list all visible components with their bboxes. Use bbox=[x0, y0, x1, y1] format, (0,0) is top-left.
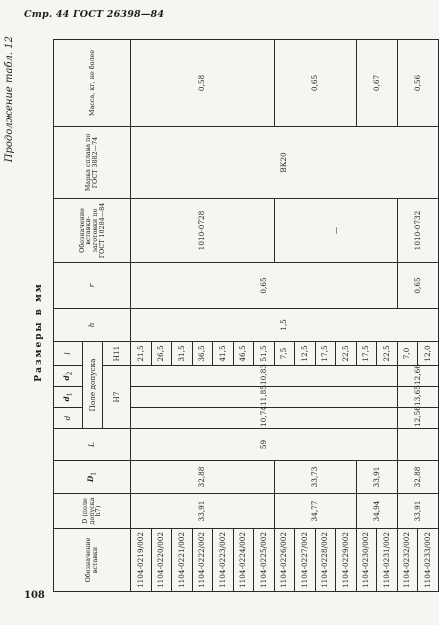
r-cell: 0,65 bbox=[397, 263, 438, 309]
d1-cell: 13,65 bbox=[397, 387, 438, 408]
D-cell: 33,91 bbox=[131, 494, 275, 529]
l-cell: 12,0 bbox=[418, 342, 439, 366]
l-cell: 22,5 bbox=[336, 342, 357, 366]
L-cell bbox=[397, 429, 438, 461]
alloy-cell: ВК20 bbox=[131, 127, 439, 199]
l-cell: 12,5 bbox=[295, 342, 316, 366]
r-cell: 0,65 bbox=[131, 263, 398, 309]
col-designation-header: Обозначение вставки bbox=[54, 529, 131, 592]
designation-cell: 1104-0229/002 bbox=[336, 529, 357, 592]
designation-cell: 1104-0219/002 bbox=[131, 529, 152, 592]
designation-cell: 1104-0222/002 bbox=[192, 529, 213, 592]
tolerance-field-header: Поле допуска bbox=[83, 342, 103, 429]
l-cell: 21,5 bbox=[131, 342, 152, 366]
col-D-header: D (поле допуска h7) bbox=[54, 494, 131, 529]
mass-cell: 0,67 bbox=[356, 40, 397, 127]
col-d-header: d bbox=[54, 408, 83, 429]
page-header: Стр. 44 ГОСТ 26398—84 bbox=[24, 9, 165, 20]
col-D1-header: $D_1$ bbox=[54, 461, 131, 494]
l-cell: 31,5 bbox=[172, 342, 193, 366]
l-cell: 41,5 bbox=[213, 342, 234, 366]
mass-cell: 0,56 bbox=[397, 40, 438, 127]
designation-cell: 1104-0224/002 bbox=[233, 529, 254, 592]
d2-cell: 10,83 bbox=[131, 366, 398, 387]
tolerance-h11-header: H11 bbox=[103, 342, 131, 366]
designation-cell: 1104-0226/002 bbox=[274, 529, 295, 592]
col-insert-header: Обозначение вставки-заготовки по ГОСТ 10284—84 bbox=[54, 199, 131, 263]
l-cell: 51,5 bbox=[254, 342, 275, 366]
designation-cell: 1104-0228/002 bbox=[315, 529, 336, 592]
col-l-header: l bbox=[54, 342, 83, 366]
col-h-header: h bbox=[54, 309, 131, 342]
rotated-table-block bbox=[0, 28, 432, 598]
designation-cell: 1104-0223/002 bbox=[213, 529, 234, 592]
col-d1-header: $d_1$ bbox=[54, 387, 83, 408]
mass-cell: 0,65 bbox=[274, 40, 356, 127]
l-cell: 36,5 bbox=[192, 342, 213, 366]
insert-cell: 1010-0728 bbox=[131, 199, 275, 263]
tolerance-h7-header: H7 bbox=[103, 366, 131, 429]
l-cell: 17,5 bbox=[315, 342, 336, 366]
insert-cell: 1010-0732 bbox=[397, 199, 438, 263]
D1-cell: 33,91 bbox=[356, 461, 397, 494]
col-alloy-header: Марка сплава по ГОСТ 3882—74 bbox=[54, 127, 131, 199]
d-cell: 12,56 bbox=[397, 408, 438, 429]
col-d2-header: $d_2$ bbox=[54, 366, 83, 387]
h-cell: 1,5 bbox=[131, 309, 439, 342]
designation-cell: 1104-0221/002 bbox=[172, 529, 193, 592]
D1-cell: 32,88 bbox=[131, 461, 275, 494]
insert-cell: — bbox=[274, 199, 397, 263]
table-continuation-label: Продолжение табл. 12 bbox=[4, 36, 15, 163]
D-cell: 33,91 bbox=[397, 494, 438, 529]
page-number: 108 bbox=[24, 590, 45, 601]
designation-cell: 1104-0232/002 bbox=[397, 529, 418, 592]
L-cell: 59 bbox=[131, 429, 398, 461]
l-cell: 46,5 bbox=[233, 342, 254, 366]
d-cell: 10,74 bbox=[131, 408, 398, 429]
designation-cell: 1104-0227/002 bbox=[295, 529, 316, 592]
designation-cell: 1104-0225/002 bbox=[254, 529, 275, 592]
col-L-header: L bbox=[54, 429, 131, 461]
d1-cell: 11,85 bbox=[131, 387, 398, 408]
l-cell: 26,5 bbox=[151, 342, 172, 366]
l-cell: 22,5 bbox=[377, 342, 398, 366]
designation-cell: 1104-0220/002 bbox=[151, 529, 172, 592]
l-cell: 7,5 bbox=[274, 342, 295, 366]
col-mass-header: Масса, кг, не более bbox=[54, 40, 131, 127]
spec-table bbox=[53, 39, 439, 592]
mass-cell: 0,58 bbox=[131, 40, 275, 127]
D-cell: 34,94 bbox=[356, 494, 397, 529]
table-row bbox=[131, 40, 152, 592]
D1-cell: 33,73 bbox=[274, 461, 356, 494]
designation-cell: 1104-0230/002 bbox=[356, 529, 377, 592]
D-cell: 34,77 bbox=[274, 494, 356, 529]
l-cell: 7,0 bbox=[397, 342, 418, 366]
D1-cell: 32,88 bbox=[397, 461, 438, 494]
col-r-header: r bbox=[54, 263, 131, 309]
d2-cell: 12,66 bbox=[397, 366, 438, 387]
designation-cell: 1104-0231/002 bbox=[377, 529, 398, 592]
dimensions-title: Размеры в мм bbox=[34, 282, 44, 382]
l-cell: 17,5 bbox=[356, 342, 377, 366]
designation-cell: 1104-0233/002 bbox=[418, 529, 439, 592]
